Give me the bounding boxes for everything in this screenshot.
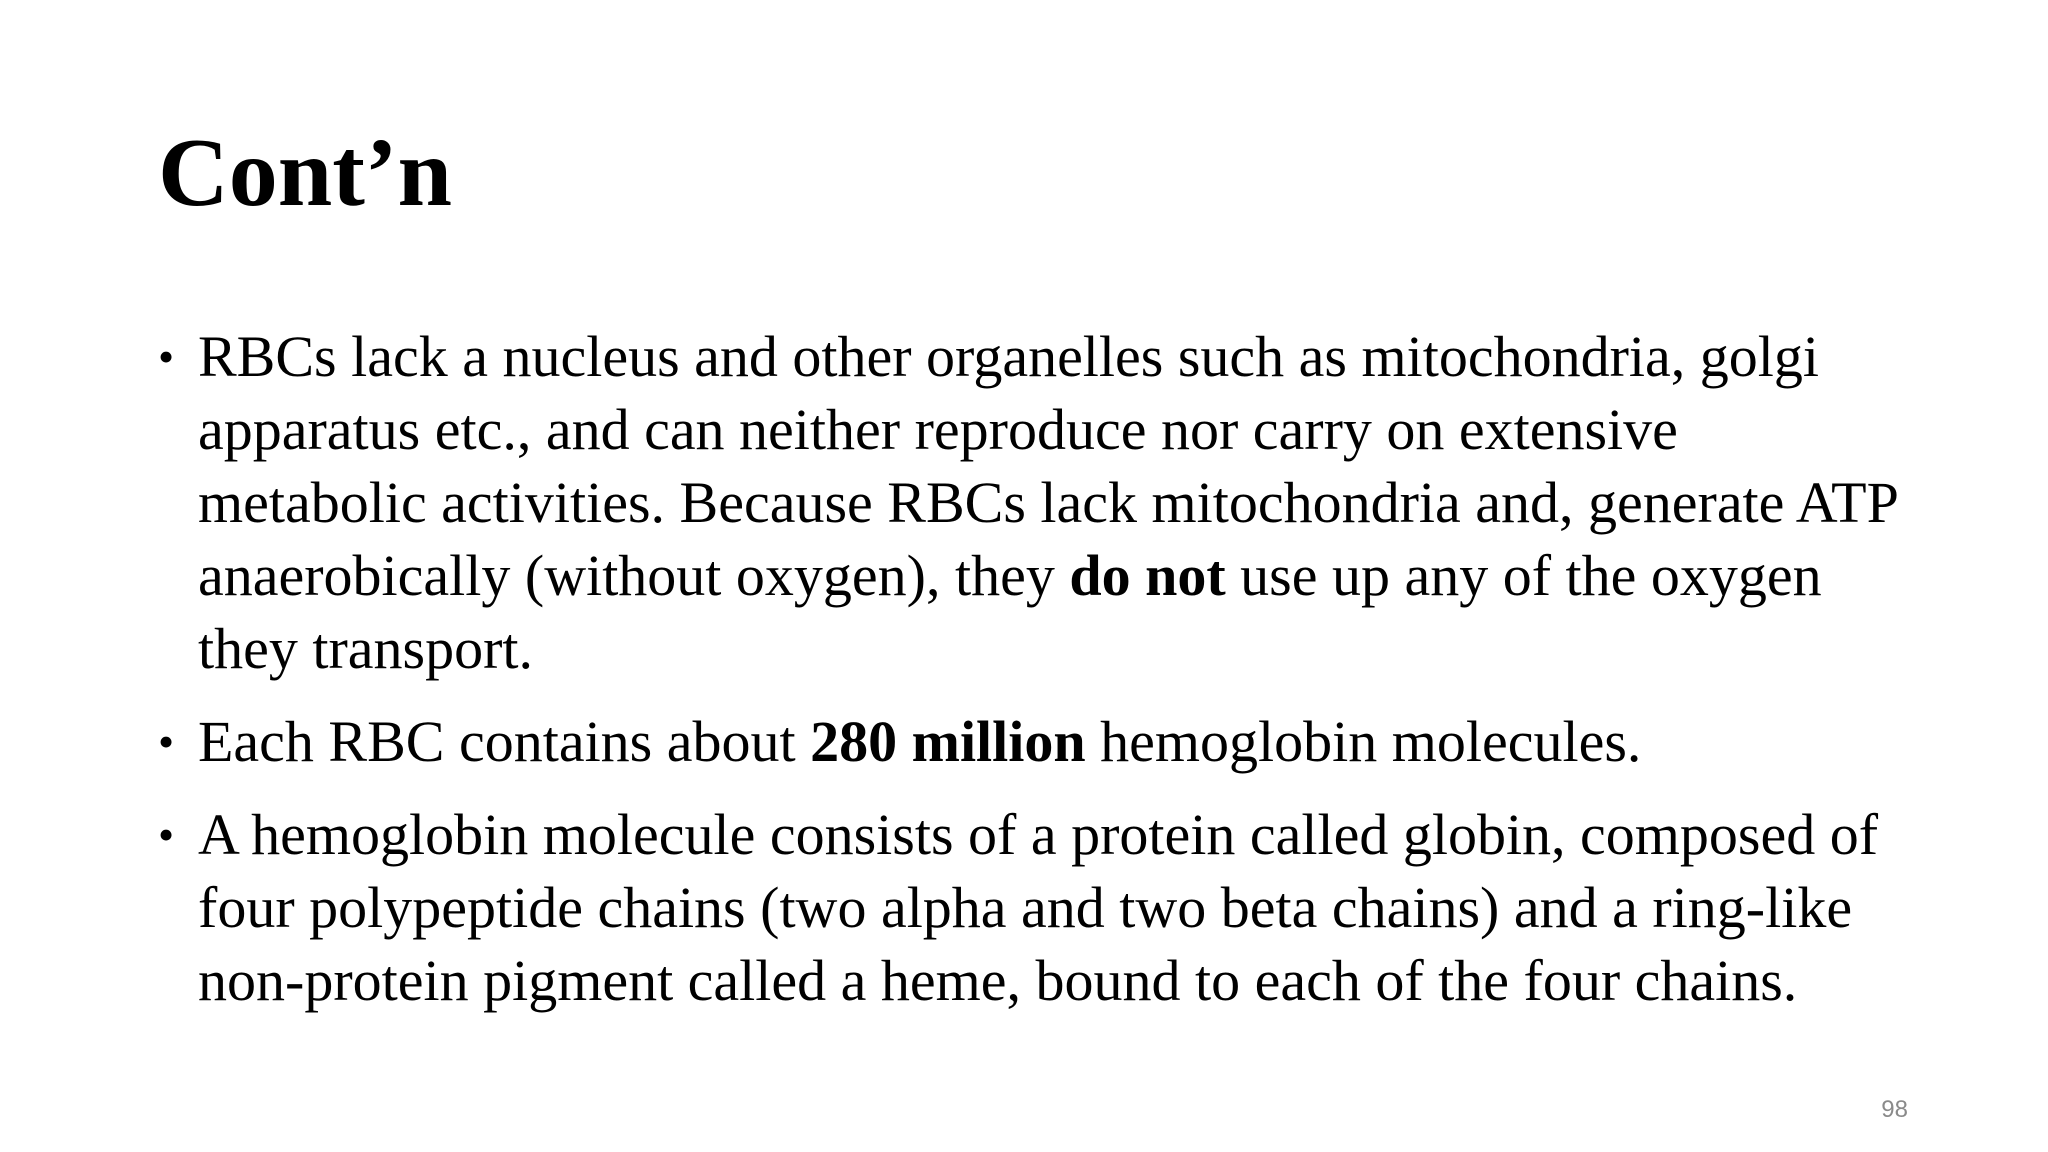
bullet-item [158,798,1918,1017]
bullet-segment-bold: 280 million [810,709,1086,774]
bullet-segment: hemoglobin molecules. [1085,709,1642,774]
bullet-segment: Each RBC contains about [198,709,811,774]
page-number: 98 [1881,1096,1908,1123]
bullet-segment-bold: do not [1069,543,1226,608]
bullet-segment: use up any of the oxygen they transport. [198,543,1822,681]
bullet-list [158,320,1918,1037]
bullet-item [158,320,1918,685]
bullet-item [158,705,1918,778]
bullet-text [198,802,1878,1013]
bullet-segment: RBCs lack a nucleus and other organelles such as mitochondria, golgi apparatus etc., and can neither reproduce nor carry on extensive metabolic activities. Because RBCs lack mitochondria and, generate ATP anaerobically (without oxygen), they [198,324,1897,608]
bullet-text [198,324,1897,681]
bullet-text [198,709,1641,774]
bullet-segment: A hemoglobin molecule consists of a protein called globin, composed of four polypeptide chains (two alpha and two beta chains) and a ring-like non-protein pigment called a heme, bound to each of the four chains. [198,802,1879,1013]
bullet-glyph: • [158,716,175,767]
bullet-glyph: • [158,809,175,860]
bullet-glyph: • [158,331,175,382]
slide-title: Cont’n [158,119,453,227]
